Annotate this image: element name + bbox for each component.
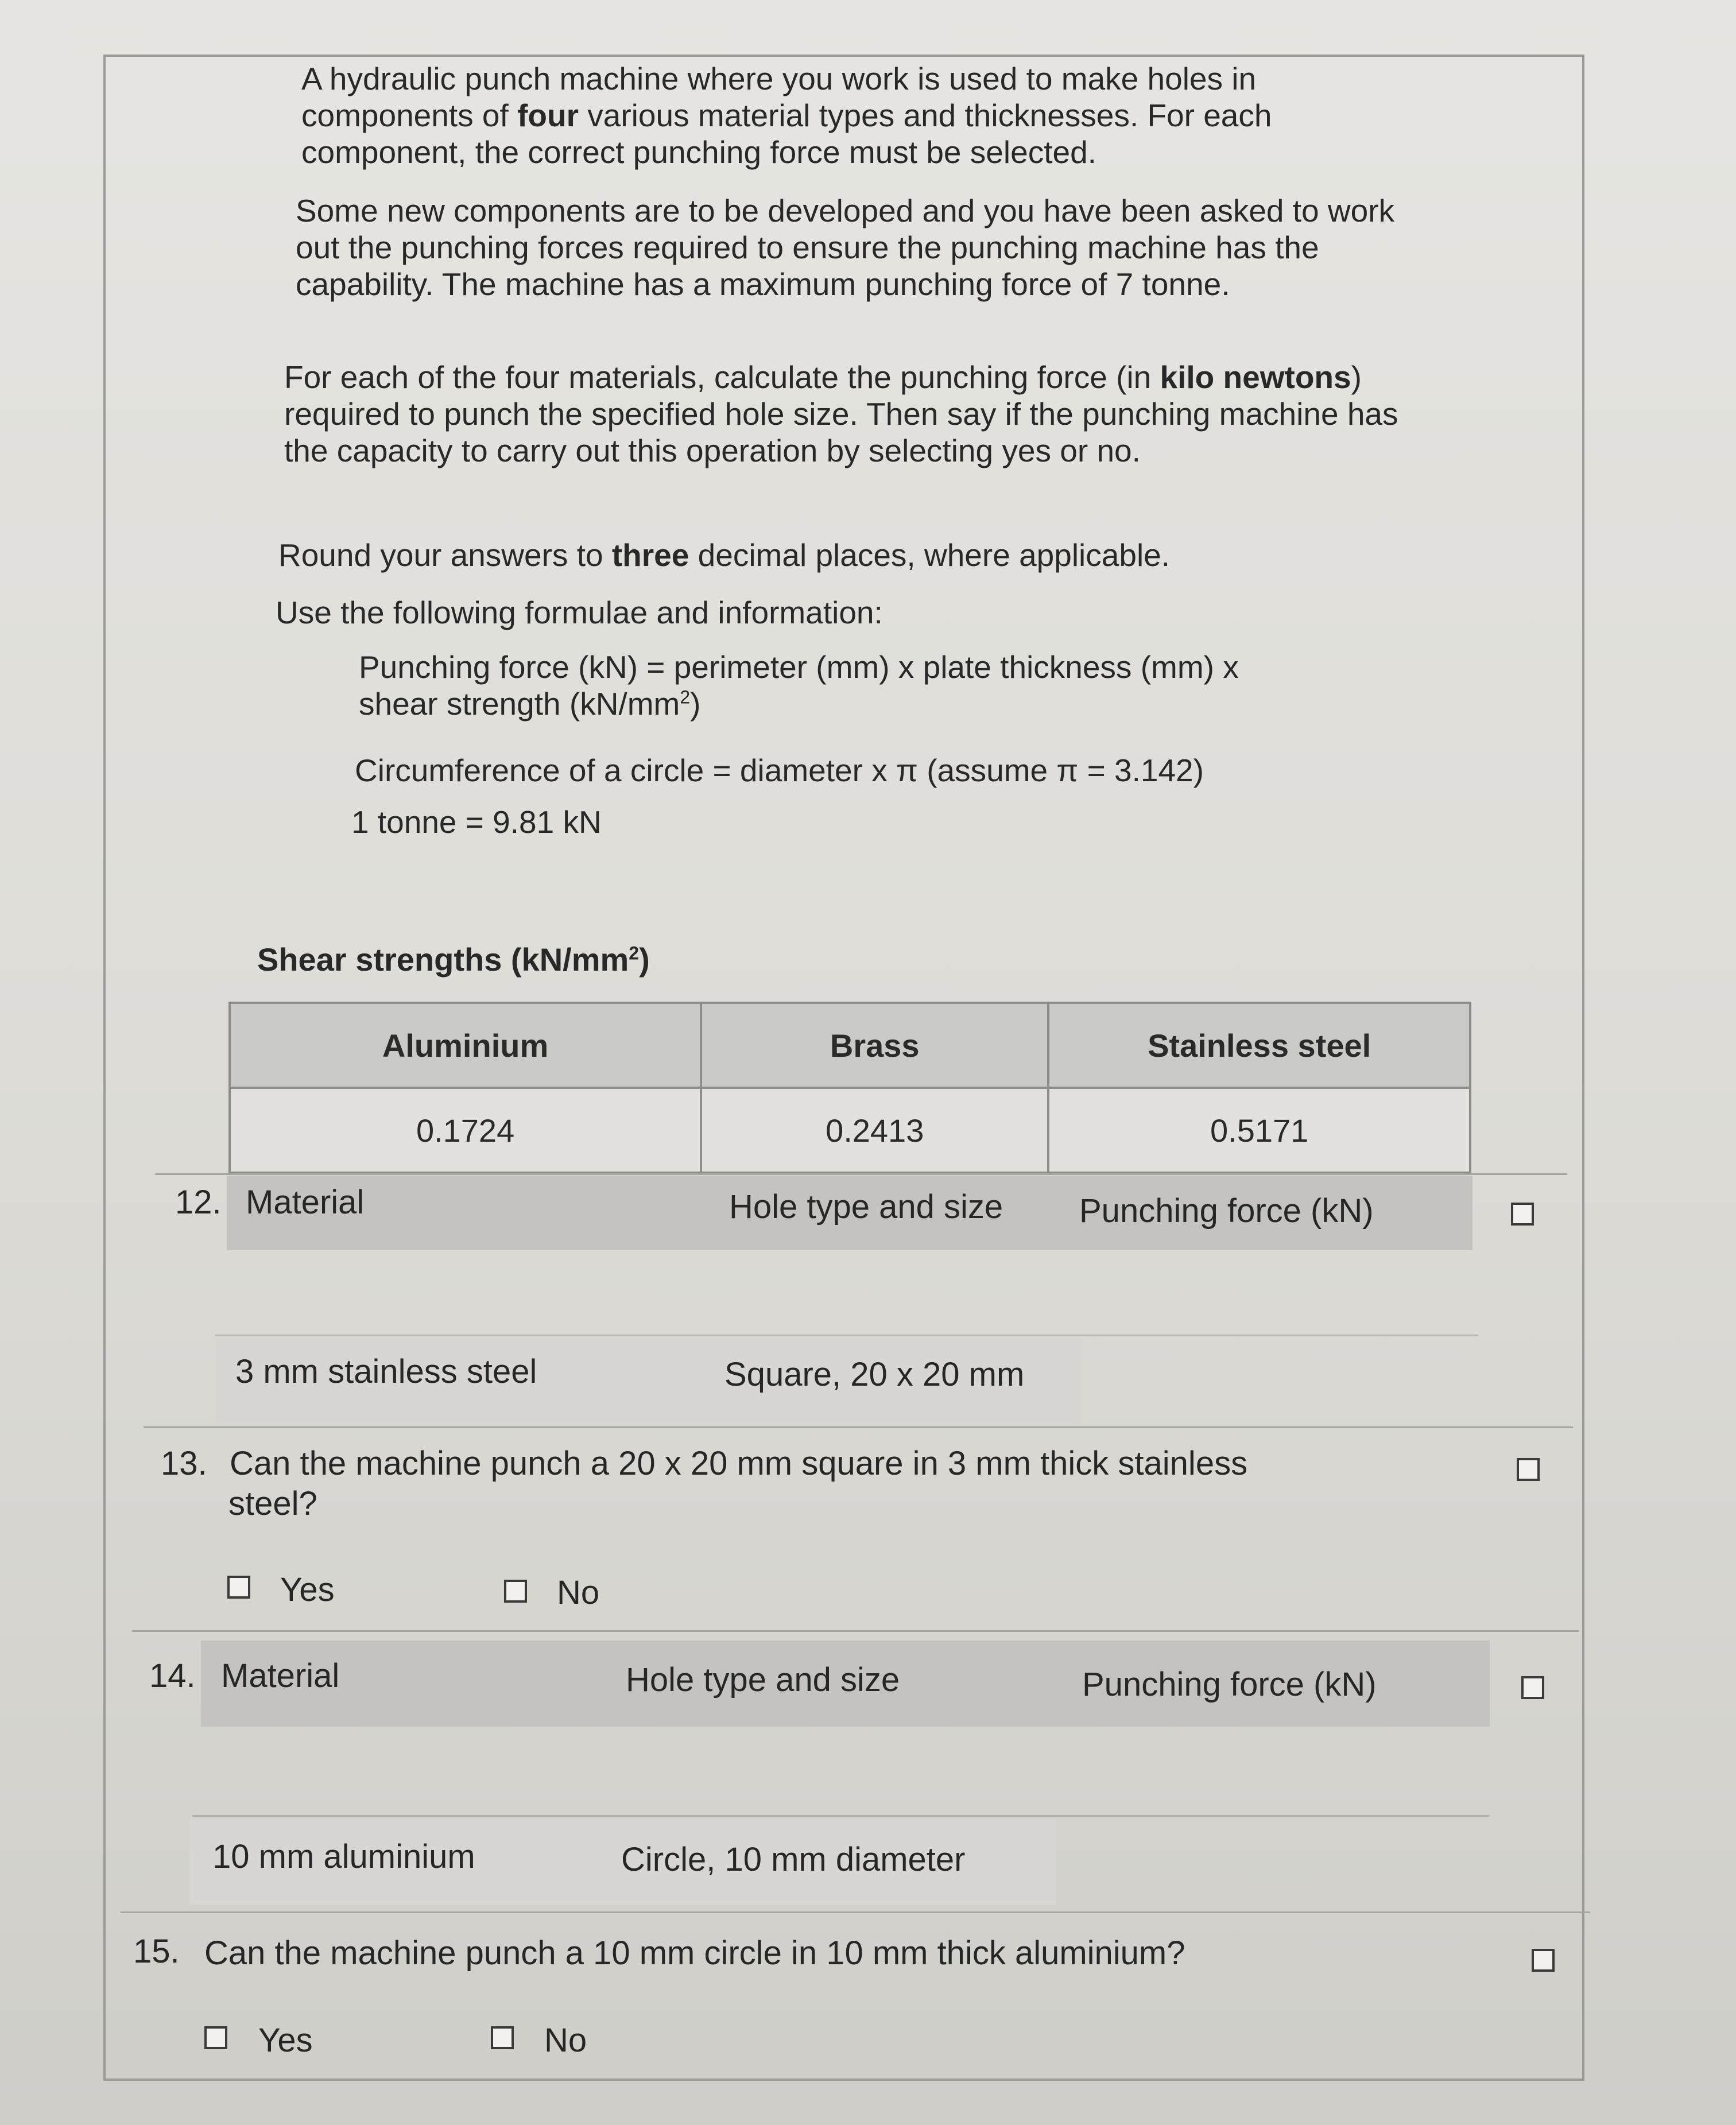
table-header-row bbox=[230, 1003, 1470, 1088]
shear-title-superscript: 2 bbox=[629, 943, 640, 964]
column-label-force: Punching force (kN) bbox=[1082, 1666, 1377, 1703]
question-number: 15. bbox=[133, 1933, 180, 1970]
no-label: No bbox=[557, 1574, 600, 1611]
yes-label: Yes bbox=[258, 2022, 313, 2059]
intro-bold-three: three bbox=[611, 537, 689, 573]
divider bbox=[132, 1630, 1579, 1632]
formula-punching-force bbox=[359, 649, 1450, 722]
no-checkbox[interactable] bbox=[504, 1580, 527, 1603]
no-label: No bbox=[544, 2022, 587, 2059]
table-header-cell: Aluminium bbox=[230, 1003, 701, 1088]
divider bbox=[215, 1335, 1478, 1336]
intro-paragraph-4 bbox=[278, 537, 1484, 573]
table-cell: 0.2413 bbox=[701, 1088, 1048, 1173]
column-label-force: Punching force (kN) bbox=[1079, 1192, 1374, 1230]
intro-text: Some new components are to be developed and you have been asked to work out the punching forces required to ensure the punching machine has the capability. The machine has a maximum punching force of 7 tonne. bbox=[296, 193, 1395, 302]
formula-line: Punching force (kN) = perimeter (mm) x plate thickness (mm) x bbox=[359, 649, 1239, 685]
hole-value: Square, 20 x 20 mm bbox=[724, 1356, 1025, 1393]
intro-bold-kilo-newtons: kilo newtons bbox=[1160, 359, 1351, 395]
formula-circumference: Circumference of a circle = diameter x π (assume π = 3.142) bbox=[355, 753, 1204, 788]
shear-strengths-table bbox=[228, 1002, 1471, 1174]
formula-tonne: 1 tonne = 9.81 kN bbox=[351, 804, 602, 840]
question-number: 14. bbox=[149, 1657, 196, 1694]
table-cell: 0.1724 bbox=[230, 1088, 701, 1173]
table-cell: 0.5171 bbox=[1048, 1088, 1470, 1173]
intro-text: ) required to punch the specified hole size. Then say if the punching machine has the capacity to carry out this operation by selecting yes or no. bbox=[284, 359, 1398, 468]
no-checkbox[interactable] bbox=[491, 2026, 514, 2049]
formula-superscript: 2 bbox=[680, 687, 691, 708]
material-value: 10 mm aluminium bbox=[212, 1838, 475, 1875]
yes-checkbox[interactable] bbox=[204, 2026, 227, 2049]
divider bbox=[192, 1815, 1490, 1817]
question-number: 12. bbox=[175, 1184, 222, 1221]
intro-paragraph-2 bbox=[296, 192, 1438, 303]
yes-label: Yes bbox=[280, 1571, 335, 1608]
question-number: 13. bbox=[161, 1445, 207, 1482]
intro-paragraph-5: Use the following formulae and information: bbox=[276, 595, 883, 630]
formula-line bbox=[359, 685, 1450, 722]
formula-text: shear strength (kN/mm bbox=[359, 686, 680, 722]
column-label-material: Material bbox=[221, 1657, 340, 1694]
shear-strengths-title bbox=[257, 941, 831, 978]
formula-text: ) bbox=[690, 686, 701, 722]
hole-value: Circle, 10 mm diameter bbox=[621, 1841, 966, 1878]
divider bbox=[155, 1173, 1567, 1175]
intro-text: For each of the four materials, calculate the punching force (in bbox=[284, 359, 1160, 395]
flag-checkbox[interactable] bbox=[1517, 1458, 1540, 1481]
shear-title-text: Shear strengths (kN/mm bbox=[257, 941, 629, 978]
intro-paragraph-1 bbox=[301, 60, 1427, 170]
intro-text: decimal places, where applicable. bbox=[689, 537, 1171, 573]
flag-checkbox[interactable] bbox=[1511, 1203, 1534, 1226]
column-label-hole: Hole type and size bbox=[729, 1188, 1003, 1226]
table-row bbox=[230, 1088, 1470, 1173]
intro-paragraph-3 bbox=[284, 359, 1421, 469]
shear-title-text: ) bbox=[639, 941, 650, 978]
material-value: 3 mm stainless steel bbox=[235, 1353, 537, 1390]
flag-checkbox[interactable] bbox=[1532, 1949, 1555, 1972]
question-text: Can the machine punch a 20 x 20 mm square in 3 mm thick stainless bbox=[230, 1445, 1248, 1482]
yes-checkbox[interactable] bbox=[227, 1576, 250, 1599]
intro-text: various material types and thicknesses. For each component, the correct punching force must be selected. bbox=[301, 98, 1272, 170]
intro-text: Round your answers to bbox=[278, 537, 612, 573]
intro-text: A hydraulic punch machine where you work is used to make holes in components of bbox=[301, 61, 1257, 133]
column-label-material: Material bbox=[246, 1184, 365, 1221]
intro-bold-four: four bbox=[517, 98, 579, 133]
column-label-hole: Hole type and size bbox=[626, 1661, 900, 1699]
flag-checkbox[interactable] bbox=[1521, 1676, 1544, 1699]
table-header-cell: Stainless steel bbox=[1048, 1003, 1470, 1088]
table-header-cell: Brass bbox=[701, 1003, 1048, 1088]
question-text: steel? bbox=[228, 1485, 317, 1522]
question-text: Can the machine punch a 10 mm circle in 10 mm thick aluminium? bbox=[204, 1934, 1185, 1972]
divider bbox=[144, 1426, 1573, 1428]
divider bbox=[121, 1911, 1590, 1913]
